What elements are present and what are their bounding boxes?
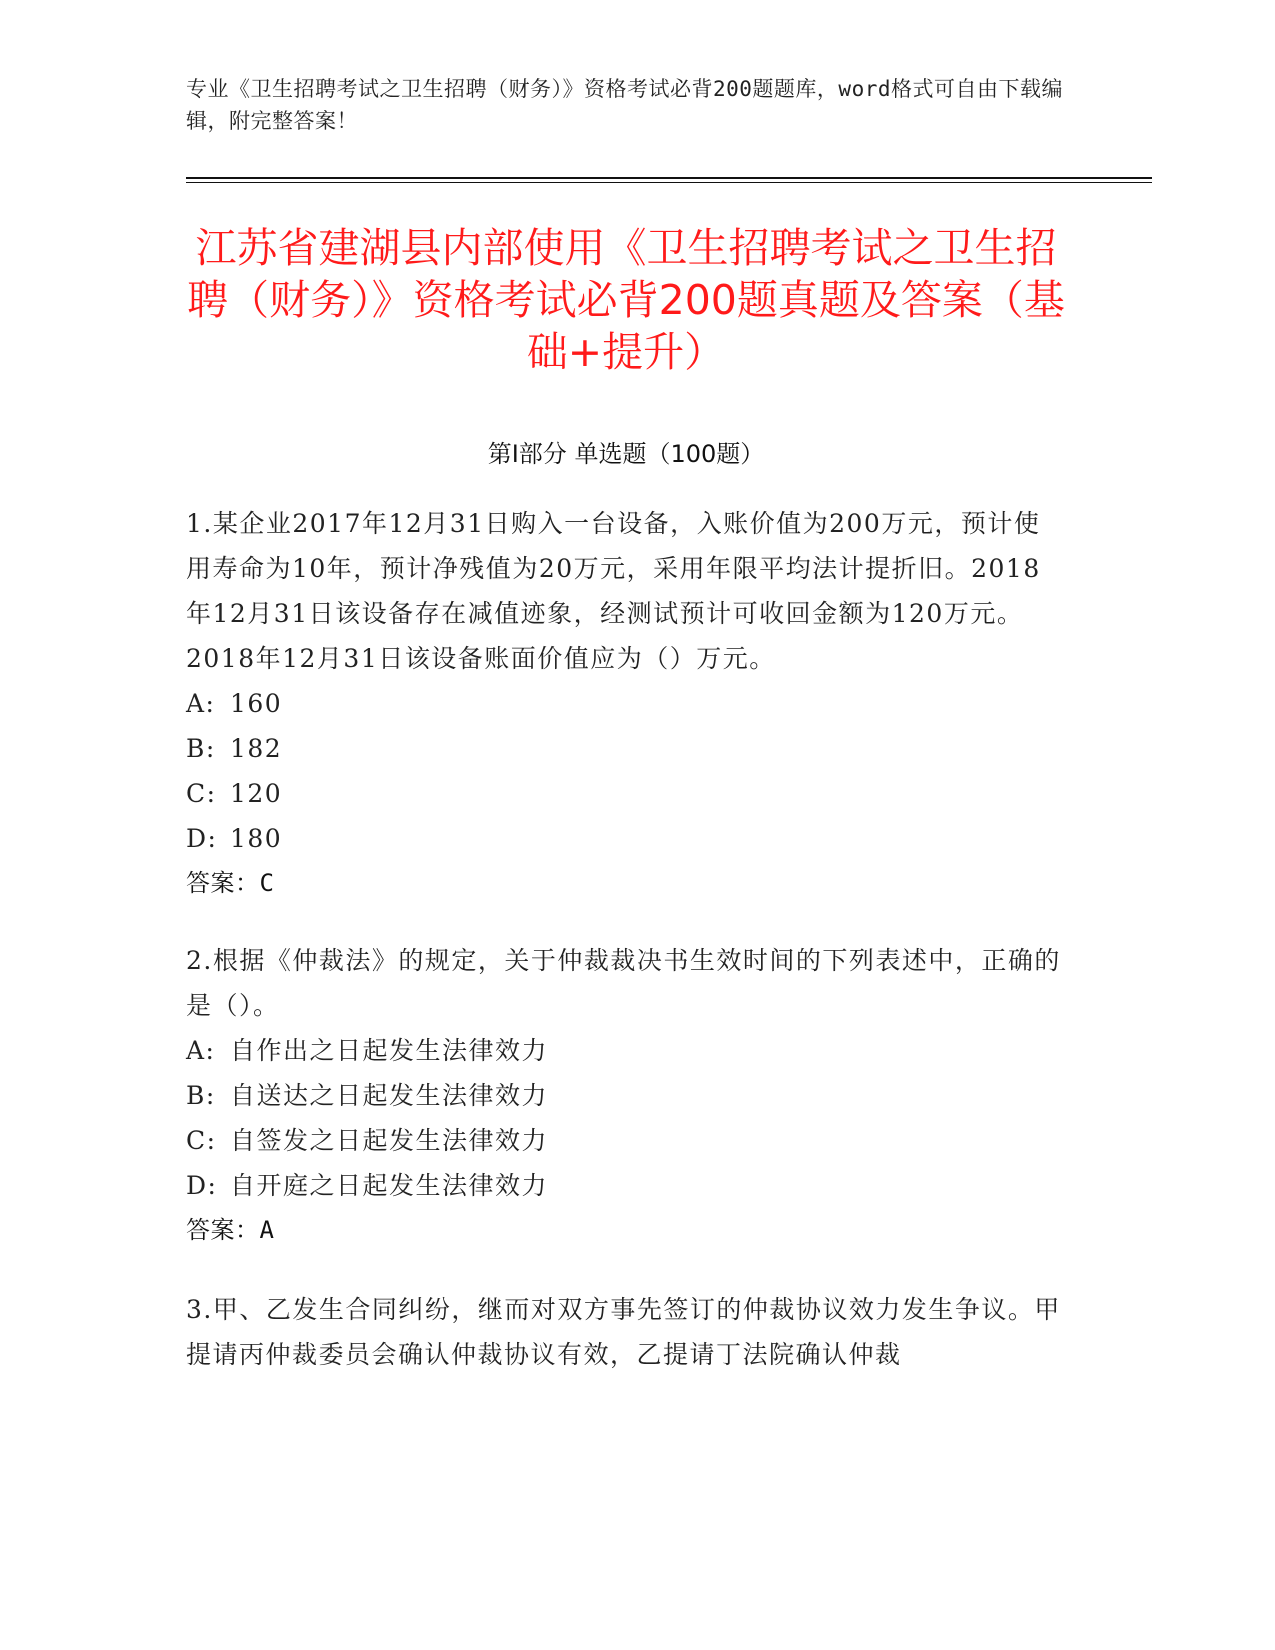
option-letter: B: xyxy=(186,734,216,763)
option-text: 160 xyxy=(230,689,283,718)
question-2 xyxy=(186,938,1066,1253)
header-divider-thin xyxy=(186,182,1152,183)
question-stem: 3.甲、乙发生合同纠纷，继而对双方事先签订的仲裁协议效力发生争议。甲提请丙仲裁委员会确认仲裁协议有效，乙提请丁法院确认仲裁 xyxy=(186,1295,1061,1369)
document-title: 江苏省建湖县内部使用《卫生招聘考试之卫生招聘（财务）》资格考试必背200题真题及答案（基础+提升） xyxy=(187,224,1065,376)
question-stem: 1.某企业2017年12月31日购入一台设备，入账价值为200万元，预计使用寿命为10年，预计净残值为20万元，采用年限平均法计提折旧。2018年12月31日该设备存在减值迹象，经测试预计可收回金额为120万元。2018年12月31日该设备账面价值应为（）万元。 xyxy=(186,509,1041,673)
question-stem: 2.根据《仲裁法》的规定，关于仲裁裁决书生效时间的下列表述中，正确的是（）。 xyxy=(186,946,1061,1020)
option-c xyxy=(186,771,1066,816)
header-note: 专业《卫生招聘考试之卫生招聘（财务）》资格考试必背200题题库，word格式可自由下载编辑，附完整答案！ xyxy=(186,77,1063,133)
option-letter: A: xyxy=(186,689,216,718)
option-letter: D: xyxy=(186,1171,218,1200)
option-text: 自签发之日起发生法律效力 xyxy=(230,1126,549,1155)
option-letter: C: xyxy=(186,779,217,808)
option-text: 自开庭之日起发生法律效力 xyxy=(230,1171,549,1200)
option-text: 180 xyxy=(230,824,283,853)
option-text: 自作出之日起发生法律效力 xyxy=(230,1036,549,1065)
option-d xyxy=(186,816,1066,861)
option-c xyxy=(186,1118,1066,1163)
option-text: 自送达之日起发生法律效力 xyxy=(230,1081,549,1110)
answer: 答案：C xyxy=(186,869,275,897)
question-3 xyxy=(186,1287,1066,1377)
option-a xyxy=(186,1028,1066,1073)
option-letter: D: xyxy=(186,824,218,853)
option-b xyxy=(186,726,1066,771)
option-letter: B: xyxy=(186,1081,216,1110)
header-divider-thick xyxy=(186,177,1152,179)
option-b xyxy=(186,1073,1066,1118)
option-letter: C: xyxy=(186,1126,217,1155)
question-1 xyxy=(186,501,1066,906)
option-text: 182 xyxy=(230,734,283,763)
answer: 答案：A xyxy=(186,1216,275,1244)
option-d xyxy=(186,1163,1066,1208)
section-title: 第Ⅰ部分 单选题（100题） xyxy=(487,440,765,468)
option-letter: A: xyxy=(186,1036,216,1065)
option-a xyxy=(186,681,1066,726)
option-text: 120 xyxy=(230,779,283,808)
